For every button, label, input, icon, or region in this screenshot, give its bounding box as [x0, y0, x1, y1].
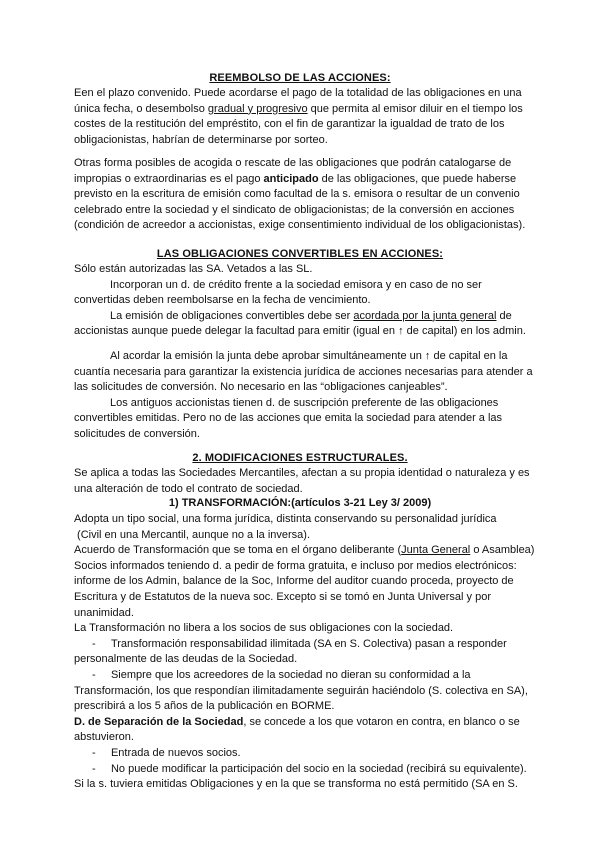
text-line: cuantía necesaria para garantizar la existencia jurídica de acciones necesarias para atender a	[74, 365, 533, 378]
text-line: única fecha, o desembolso gradual y progresivo que permita al emisor diluir en el tiempo los	[74, 102, 523, 115]
text-line: Al acordar la emisión la junta debe aprobar simultáneamente un ↑ de capital en la	[110, 350, 508, 362]
section-title-modificaciones: 2. MODIFICACIONES ESTRUCTURALES.	[192, 452, 408, 464]
list-item: - Entrada de nuevos socios.	[92, 746, 241, 759]
paragraph-convertibles-1	[74, 262, 534, 340]
text-line: Socios informados teniendo d. a pedir de forma gratuita, e incluso por medios electrónicos:	[74, 559, 517, 572]
text-line: Incorporan un d. de crédito frente a la sociedad emisora y en caso de no ser	[110, 278, 482, 291]
paragraph-modificaciones-intro	[74, 466, 534, 497]
text-line: personalmente de las deudas de la Sociedad.	[74, 653, 298, 666]
text-line: unanimidad.	[74, 606, 134, 619]
text-line: convertidas deben reembolsarse en la fecha de vencimiento.	[74, 294, 371, 307]
text-line: previsto en la escritura de emisión como facultad de la s. emisora o resultar de un convenio	[74, 188, 520, 201]
bold-text: anticipado	[263, 172, 319, 185]
underlined-text: gradual y progresivo	[207, 102, 308, 115]
section-title-reembolso: REEMBOLSO DE LAS ACCIONES:	[209, 72, 391, 84]
text-line: Se aplica a todas las Sociedades Mercantiles, afectan a su propia identidad o naturaleza y es	[74, 467, 530, 479]
text-line: celebrado entre la sociedad y el sindicato de obligacionistas; de la conversión en acciones	[74, 203, 515, 216]
text-line: las solicitudes de conversión. No necesario en las “obligaciones canjeables”.	[74, 381, 448, 394]
text-line: Transformación, los que respondían ilimitadamente seguirán haciéndolo (S. colectiva en SA),	[74, 684, 528, 697]
text-line: Escritura y de Estatutos de la nueva soc. Excepto si se tomó en Junta Universal y por	[74, 590, 491, 603]
bold-text: D. de Separación de la Sociedad	[74, 715, 244, 728]
text-line: La Transformación no libera a los socios de sus obligaciones con la sociedad.	[74, 622, 454, 635]
text-line: La emisión de obligaciones convertibles debe ser acordada por la junta general de	[110, 309, 512, 322]
underlined-text: acordada por la junta general	[353, 309, 497, 322]
underlined-text: Junta General	[401, 544, 471, 557]
list-item: - Siempre que los acreedores de la sociedad no dieran su conformidad a la	[92, 668, 471, 681]
text-line: accionistas aunque puede delegar la facultad para emitir (igual en ↑ de capital) en los admin.	[74, 325, 526, 338]
paragraph-convertibles-2	[74, 349, 534, 443]
text-line: (condición de acreedor a accionistas, exige consentimiento individual de los obligacionistas).	[74, 219, 526, 232]
text-line: prescribirá a los 5 años de la publicación en BORME.	[74, 700, 335, 713]
paragraph-reembolso-2	[74, 156, 534, 234]
dash-bullet: -	[92, 746, 96, 759]
text-line: Si la s. tuviera emitidas Obligaciones y en la que se transforma no está permitido (SA en S.	[74, 778, 518, 791]
text-line: Otras forma posibles de acogida o rescate de las obligaciones que podrán catalogarse de	[74, 157, 512, 169]
text-line: Adopta un tipo social, una forma jurídica, distinta conservando su personalidad jurídica	[74, 513, 497, 525]
text-line: Een el plazo convenido. Puede acordarse el pago de la totalidad de las obligaciones en una	[74, 87, 522, 99]
text-line: D. de Separación de la Sociedad, se concede a los que votaron en contra, en blanco o se	[74, 715, 520, 728]
text-line: (Civil en una Mercantil, aunque no a la inversa).	[74, 528, 311, 541]
text-line: costes de la restitución del empréstito, con el fin de garantizar la igualdad de trato de los	[74, 118, 505, 131]
text-line: convertibles emitidas. Pero no de las acciones que emita la sociedad para atender a las	[74, 412, 503, 425]
section-title-convertibles: LAS OBLIGACIONES CONVERTIBLES EN ACCIONES:	[156, 248, 444, 260]
text-line: impropias o extraordinarias es el pago anticipado de las obligaciones, que puede haberse	[74, 172, 517, 185]
text-line: Los antiguos accionistas tienen d. de suscripción preferente de las obligaciones	[110, 396, 499, 409]
text-line: solicitudes de conversión.	[74, 427, 200, 440]
dash-bullet: -	[92, 668, 96, 681]
list-item: - Transformación responsabilidad ilimitada (SA en S. Colectiva) pasan a responder	[92, 637, 507, 650]
list-item: - No puede modificar la participación del socio en la sociedad (recibirá su equivalente).	[92, 762, 527, 775]
text-line: Acuerdo de Transformación que se toma en el órgano deliberante (Junta General o Asamblea)	[74, 544, 535, 557]
paragraph-reembolso-1	[74, 86, 534, 148]
dash-bullet: -	[92, 637, 96, 650]
dash-bullet: -	[92, 762, 96, 775]
paragraph-transformacion	[74, 512, 534, 793]
text-line: Sólo están autorizadas las SA. Vetados a las SL.	[74, 263, 313, 275]
text-line: informe de los Admin, balance de la Soc, Informe del auditor cuando proceda, proyecto de	[74, 575, 514, 588]
text-line: abstuvieron.	[74, 731, 134, 744]
subsection-title-transformacion: 1) TRANSFORMACIÓN:(artículos 3-21 Ley 3/ 2009)	[168, 497, 432, 509]
text-line: obligacionistas, habrían de determinarse por sorteo.	[74, 133, 328, 146]
text-line: una alteración de todo el contrato de sociedad.	[74, 482, 303, 495]
